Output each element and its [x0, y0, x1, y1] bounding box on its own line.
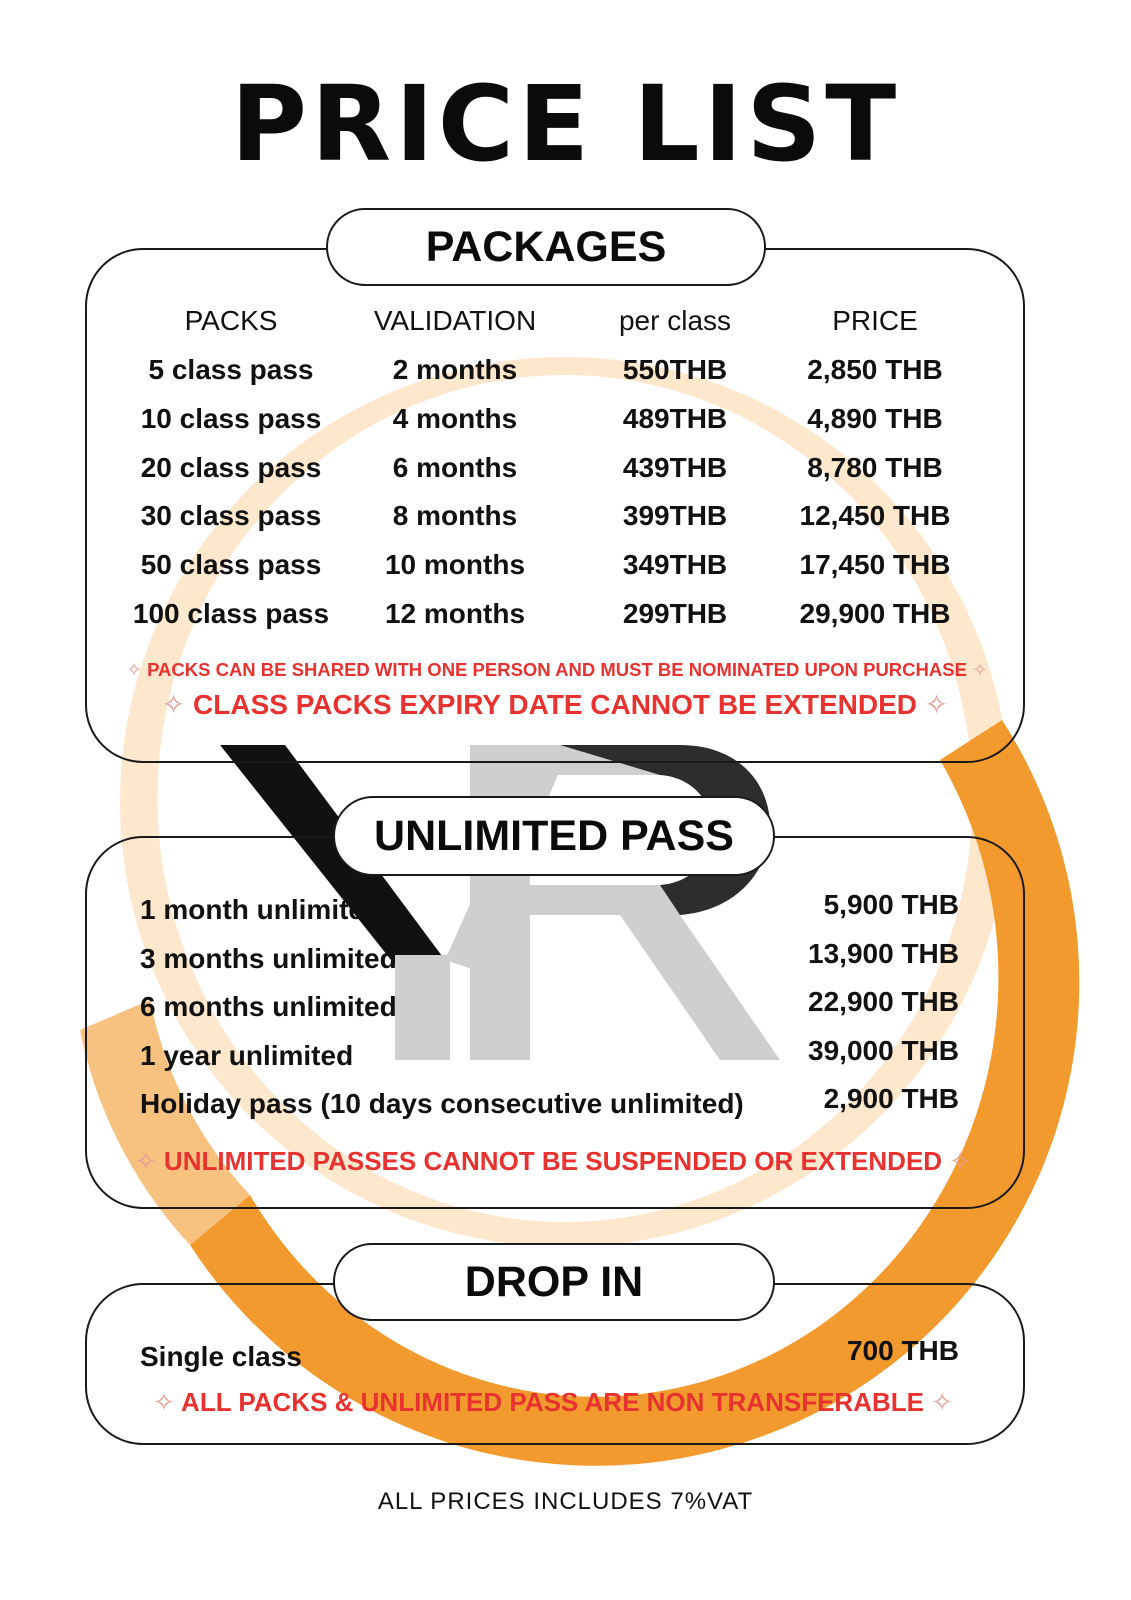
package-row-3-per-class-price: 439THB: [622, 451, 728, 483]
unlimited-item-5-label: Holiday pass (10 days consecutive unlimited): [140, 1088, 744, 1119]
package-row-5-pack-name: 50 class pass: [140, 549, 322, 581]
unlimited-item-3-label: 6 months unlimited: [140, 991, 397, 1022]
vat-note: ALL PRICES INCLUDES 7%VAT: [377, 1488, 754, 1515]
dropin-heading: DROP IN: [333, 1243, 775, 1321]
package-row-5-validation: 10 months: [384, 549, 526, 581]
package-row-4-per-class-price: 399THB: [622, 500, 728, 532]
package-row-1-validation: 2 months: [392, 354, 518, 385]
package-row-4-validation: 8 months: [392, 500, 518, 532]
unlimited-item-5-price: 2,900 THB: [823, 1083, 959, 1114]
column-header-validation: VALIDATION: [373, 305, 537, 336]
unlimited-item-3-price: 22,900 THB: [808, 986, 959, 1017]
package-row-4-pack-price: 12,450 THB: [799, 500, 951, 532]
packages-expiry-note: ✧ CLASS PACKS EXPIRY DATE CANNOT BE EXTENDED ✧: [161, 689, 949, 720]
page-title: PRICE LIST: [230, 63, 901, 185]
package-row-6-pack-name: 100 class pass: [132, 598, 330, 629]
unlimited-item-1-price: 5,900 THB: [823, 889, 959, 920]
package-row-2-pack-name: 10 class pass: [140, 402, 322, 434]
packages-share-note: ✧ PACKS CAN BE SHARED WITH ONE PERSON AND MUST BE NOMINATED UPON PURCHASE ✧: [126, 659, 988, 680]
package-row-2-pack-price: 4,890 THB: [807, 402, 943, 434]
package-row-1-per-class-price: 550THB: [622, 354, 728, 385]
dropin-item-price: 700 THB: [846, 1335, 959, 1366]
dropin-item-label: Single class: [140, 1341, 302, 1372]
unlimited-item-4-price: 39,000 THB: [808, 1034, 959, 1066]
column-header-price: PRICE: [832, 305, 918, 336]
package-row-5-per-class-price: 349THB: [622, 549, 728, 581]
unlimited-item-2-label: 3 months unlimited: [140, 942, 397, 974]
package-row-2-validation: 4 months: [392, 402, 518, 434]
package-row-2-per-class-price: 489THB: [622, 402, 728, 434]
unlimited-heading: UNLIMITED PASS: [333, 796, 775, 876]
column-header-packs: PACKS: [184, 305, 278, 336]
package-row-3-pack-price: 8,780 THB: [807, 451, 943, 483]
package-row-6-pack-price: 29,900 THB: [799, 598, 951, 629]
unlimited-note: ✧ UNLIMITED PASSES CANNOT BE SUSPENDED OR EXTENDED ✧: [134, 1146, 972, 1176]
package-row-6-validation: 12 months: [384, 598, 526, 629]
package-row-3-validation: 6 months: [392, 451, 518, 483]
package-row-3-pack-name: 20 class pass: [140, 451, 322, 483]
dropin-note: ✧ ALL PACKS & UNLIMITED PASS ARE NON TRANSFERABLE ✧: [152, 1387, 954, 1417]
column-header-per-class: per class: [618, 305, 732, 336]
packages-heading: PACKAGES: [326, 208, 766, 286]
package-row-1-pack-price: 2,850 THB: [807, 354, 943, 385]
package-row-6-per-class-price: 299THB: [622, 598, 728, 629]
unlimited-item-2-price: 13,900 THB: [808, 937, 959, 969]
unlimited-item-4-label: 1 year unlimited: [140, 1039, 354, 1071]
package-row-4-pack-name: 30 class pass: [140, 500, 322, 532]
package-row-1-pack-name: 5 class pass: [148, 354, 314, 385]
package-row-5-pack-price: 17,450 THB: [799, 549, 951, 581]
unlimited-item-1-label: 1 month unlimited: [140, 894, 382, 925]
